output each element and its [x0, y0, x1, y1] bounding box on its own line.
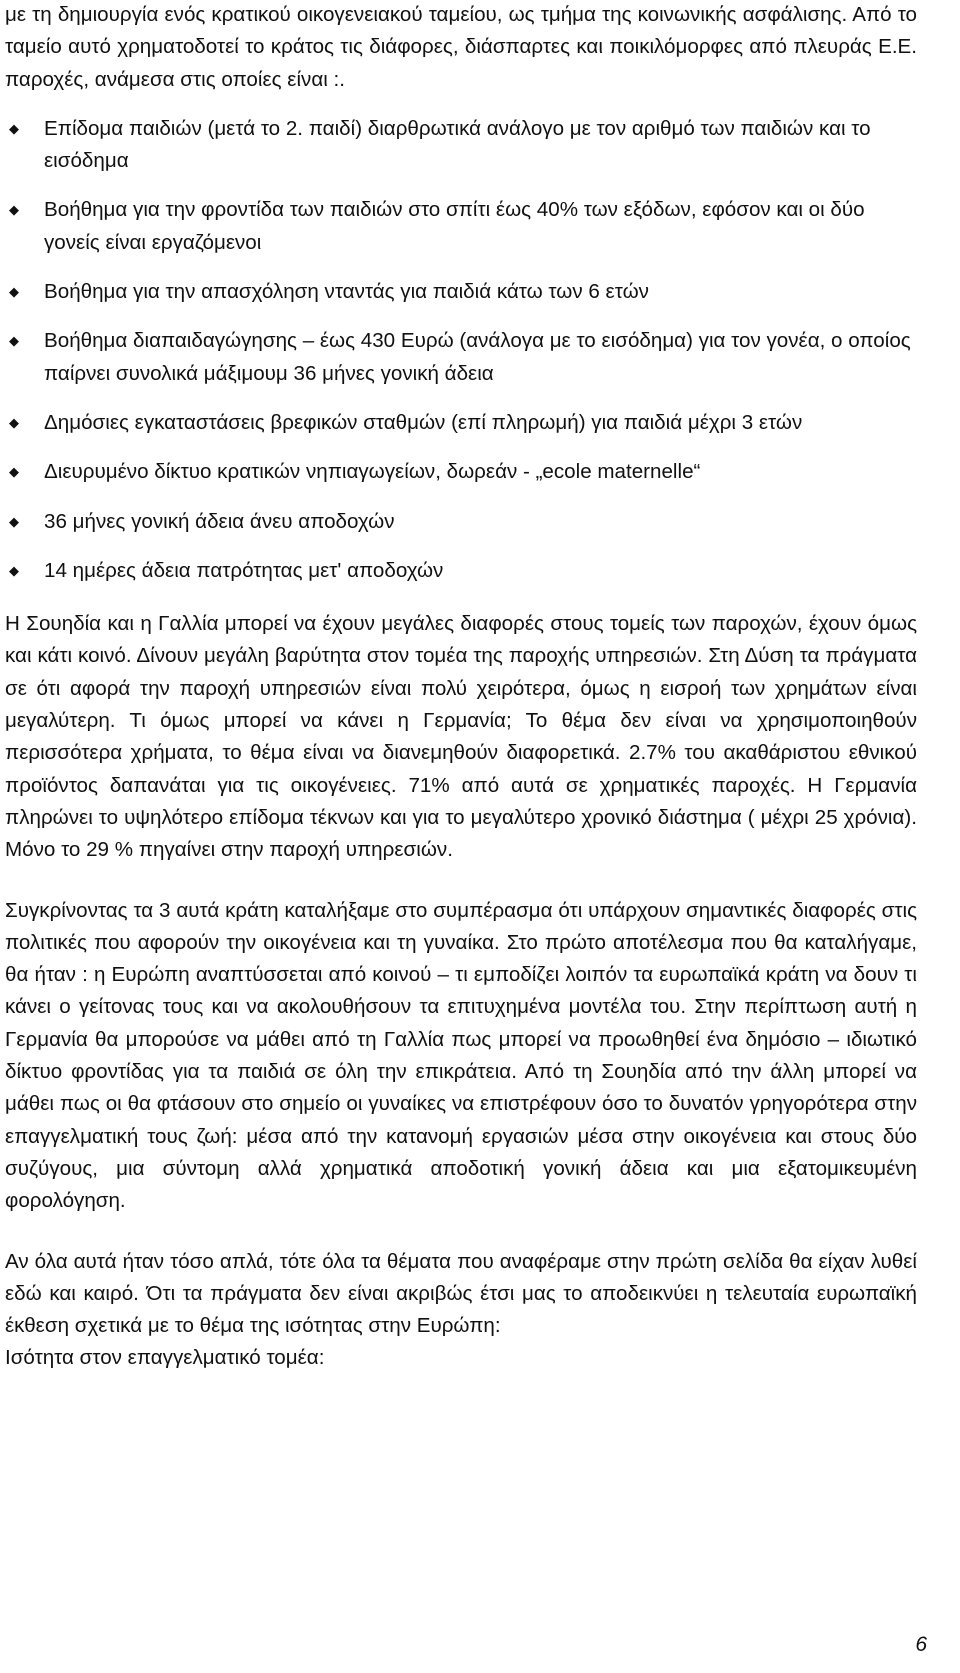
diamond-bullet-icon: ◆ [9, 513, 19, 529]
list-item [5, 456, 917, 488]
benefits-list [5, 113, 917, 587]
diamond-bullet-icon: ◆ [9, 464, 19, 480]
diamond-bullet-icon: ◆ [9, 333, 19, 349]
list-item [5, 555, 917, 587]
diamond-bullet-icon: ◆ [9, 414, 19, 430]
intro-paragraph: με τη δημιουργία ενός κρατικού οικογενειακού ταμείου, ως τμήμα της κοινωνικής ασφάλισης. Από το ταμείο αυτό χρηματοδοτεί το κράτος τις διάφορες, διάσπαρτες και ποικιλόμορφες από πλευράς Ε.Ε. παροχές, ανάμεσα στις οποίες είναι :. [5, 3, 917, 91]
diamond-bullet-icon: ◆ [9, 562, 19, 578]
list-item-text: Διευρυμένο δίκτυο κρατικών νηπιαγωγείων, δωρεάν - „ecole maternelle“ [44, 460, 701, 484]
section-heading: Ισότητα στον επαγγελματικό τομέα: [5, 1346, 325, 1370]
diamond-bullet-icon: ◆ [9, 120, 19, 136]
list-item [5, 407, 917, 439]
list-item-text: Βοήθημα για την απασχόληση νταντάς για παιδιά κάτω των 6 ετών [44, 280, 649, 304]
list-item [5, 113, 917, 178]
list-item-text: Βοήθημα για την φροντίδα των παιδιών στο σπίτι έως 40% των εξόδων, εφόσον και οι δύο γονείς είναι εργαζόμενοι [44, 198, 865, 254]
document-page [5, 0, 917, 1375]
diamond-bullet-icon: ◆ [9, 284, 19, 300]
list-item-text: Επίδομα παιδιών (μετά το 2. παιδί) διαρθρωτικά ανάλογο με τον αριθμό των παιδιών και το εισόδημα [44, 116, 871, 173]
list-item [5, 276, 917, 308]
page-number: 6 [915, 1633, 927, 1656]
list-item-text: Βοήθημα διαπαιδαγώγησης – έως 430 Ευρώ (ανάλογα με το εισόδημα) για τον γονέα, ο οποίος παίρνει συνολικά μάξιμουμ 36 μήνες γονική άδεια [44, 329, 911, 385]
body-paragraph: Αν όλα αυτά ήταν τόσο απλά, τότε όλα τα θέματα που αναφέραμε στην πρώτη σελίδα θα είχαν λυθεί εδώ και καιρό. Ότι τα πράγματα δεν είναι ακριβώς έτσι μας το αποδεικνύει η τελευταία ευρωπαϊκή έκθεση σχετικά με το θέμα της ισότητας στην Ευρώπη: [5, 1249, 917, 1338]
list-item [5, 325, 917, 390]
body-paragraph: Συγκρίνοντας τα 3 αυτά κράτη καταλήξαμε στο συμπέρασμα ότι υπάρχουν σημαντικές διαφορές στις πολιτικές που αφορούν την οικογένεια και τη γυναίκα. Στο πρώτο αποτέλεσμα που θα καταλήγαμε, θα ήταν : η Ευρώπη αναπτύσσεται από κοινού – τι εμποδίζει λοιπόν τα ευρωπαϊκά κράτη να δουν τι κάνει ο γείτονας τους και να ακολουθήσουν τα επιτυχημένα μοντέλα του. Στην περίπτωση αυτή η Γερμανία θα μπορούσε να μάθει από τη Γαλλία πως μπορεί να προωθηθεί ένα δημόσιο – ιδιωτικό δίκτυο φροντίδας για τα παιδιά σε όλη την επικράτεια. Από τη Σουηδία από την άλλη μπορεί να μάθει πως οι θα φτάσουν στο σημείο οι γυναίκες να επιστρέφουν όσο το δυνατόν γρηγορότερα στην επαγγελματική τους ζωή: μέσα από την κατανομή εργασιών μέσα στην οικογένεια και στους δύο συζύγους, μια σύντομη αλλά χρηματικά αποδοτική γονική άδεια και μια εξατομικευμένη φορολόγηση. [5, 898, 917, 1213]
body-paragraph: Η Σουηδία και η Γαλλία μπορεί να έχουν μεγάλες διαφορές στους τομείς των παροχών, έχουν όμως και κάτι κοινό. Δίνουν μεγάλη βαρύτητα στον τομέα της παροχής υπηρεσιών. Στη Δύση τα πράγματα σε ότι αφορά την παροχή υπηρεσιών είναι πολύ χειρότερα, όμως η εισροή των χρημάτων είναι μεγαλύτερη. Τι όμως μπορεί να κάνει η Γερμανία; Το θέμα δεν είναι να χρησιμοποιηθούν περισσότερα χρήματα, το θέμα είναι να διανεμηθούν διαφορετικά. 2.7% του ακαθάριστου εθνικού προϊόντος δαπανάται για τις οικογένειες. 71% από αυτά σε χρηματικές παροχές. Η Γερμανία πληρώνει το υψηλότερο επίδομα τέκνων και για το μεγαλύτερο χρονικό διάστημα ( μέχρι 25 χρόνια). Μόνο το 29 % πηγαίνει στην παροχή υπηρεσιών. [5, 612, 917, 862]
diamond-bullet-icon: ◆ [9, 202, 19, 218]
list-item [5, 506, 917, 538]
list-item-text: 36 μήνες γονική άδεια άνευ αποδοχών [44, 509, 395, 533]
list-item [5, 194, 917, 259]
list-item-text: Δημόσιες εγκαταστάσεις βρεφικών σταθμών (επί πληρωμή) για παιδιά μέχρι 3 ετών [44, 410, 803, 434]
list-item-text: 14 ημέρες άδεια πατρότητας μετ' αποδοχών [44, 558, 444, 582]
